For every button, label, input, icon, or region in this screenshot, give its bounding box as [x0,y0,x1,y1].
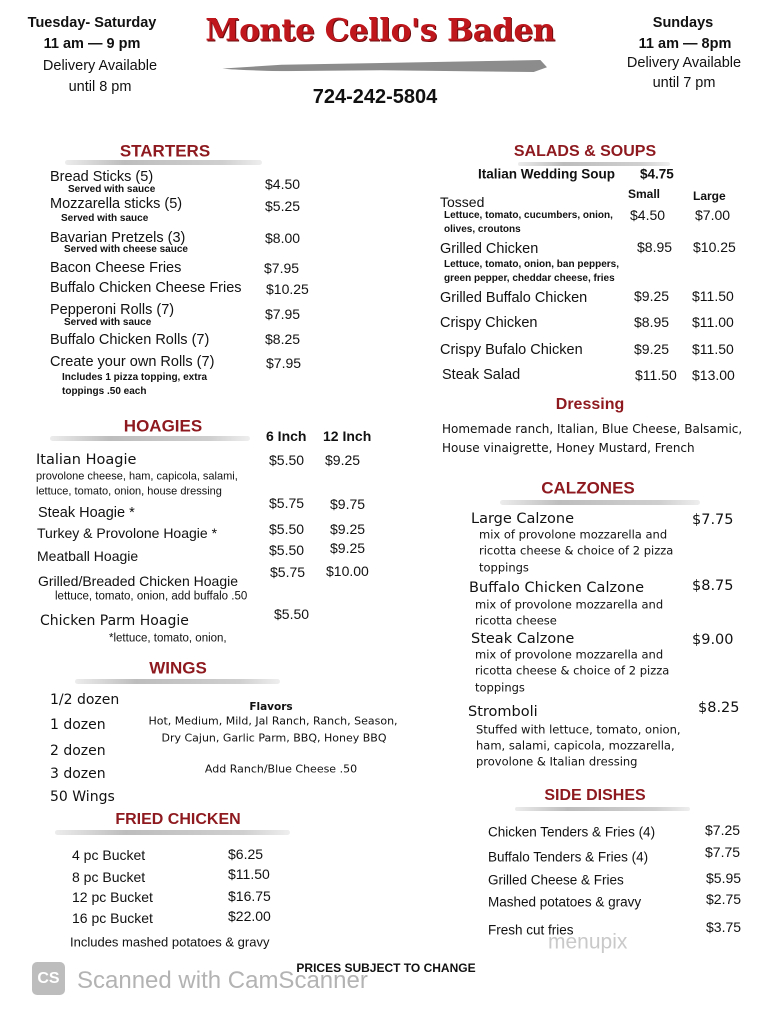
wing-size: 1/2 dozen [50,692,120,708]
restaurant-title: Monte Cello's Baden [205,12,555,49]
wing-size: 3 dozen [50,766,106,782]
menu-item-price: $5.50 [274,606,310,622]
menu-item-desc: provolone & Italian dressing [476,754,638,769]
soup-name: Italian Wedding Soup [478,166,615,182]
menu-item-note: Served with sauce [61,213,149,224]
menu-item-name: Turkey & Provolone Hoagie * [37,525,218,541]
menu-item-price: $7.95 [264,260,300,276]
menu-item-price: $8.95 [637,239,673,255]
menu-item-price: $13.00 [692,367,735,383]
menu-item-name: Grilled Buffalo Chicken [440,289,588,306]
heading-underline [75,679,280,684]
menu-item-desc: Lettuce, tomato, onion, ban peppers, [444,259,620,270]
soup-price: $4.75 [640,166,674,182]
menu-item-name: Create your own Rolls (7) [50,353,215,370]
menu-item-desc: ham, salami, capicola, mozzarella, [476,738,675,753]
heading-underline [65,160,262,165]
menu-item-price: $7.00 [695,207,731,223]
menu-item-name: 16 pc Bucket [72,910,153,926]
delivery-left: Delivery Available [42,57,158,74]
menu-item-name: Stromboli [468,703,538,720]
hours-days-right: Sundays [652,14,714,31]
menu-item-desc: toppings [475,680,525,695]
menu-item-price: $5.50 [269,452,305,468]
menu-item-name: Mashed potatoes & gravy [488,894,642,910]
menu-item-desc: ricotta cheese [475,613,557,628]
menu-item-desc: lettuce, tomato, onion, house dressing [36,485,222,498]
dressing-list: Homemade ranch, Italian, Blue Cheese, Balsamic, [442,422,743,436]
wings-heading: WINGS [149,658,207,678]
side-dishes-heading: SIDE DISHES [544,787,646,804]
menu-item-name: Tossed [440,194,485,210]
menu-item-note: Served with sauce [64,317,152,328]
menu-item-price: $9.00 [692,631,734,648]
heading-underline [500,500,700,505]
menu-item-name: Fresh cut fries [488,922,574,938]
menu-item-desc: ricotta cheese & choice of 2 pizza [479,543,674,558]
phone-number[interactable]: 724-242-5804 [312,86,438,108]
menu-item-price: $9.25 [330,540,366,556]
menu-item-name: Bread Sticks (5) [50,168,154,185]
menu-item-price: $10.00 [326,563,369,579]
menu-item-name: Meatball Hoagie [37,548,139,564]
menu-item-price: $7.95 [266,355,302,371]
menu-item-desc: provolone cheese, ham, capicola, salami, [36,470,238,483]
column-header-12-inch: 12 Inch [323,428,372,444]
menu-item-price: $22.00 [228,908,271,924]
menu-item-price: $9.25 [634,288,670,304]
wing-size: 50 Wings [50,789,115,805]
menu-item-desc: Lettuce, tomato, cucumbers, onion, [444,210,613,221]
menu-item-price: $2.75 [706,891,742,907]
column-header-small: Small [628,187,661,201]
menu-item-desc: ricotta cheese & choice of 2 pizza [475,663,670,678]
menu-item-price: $5.95 [706,870,742,886]
menu-item-name: Mozzarella sticks (5) [50,195,183,212]
camscanner-watermark: Scanned with CamScanner [77,967,368,994]
menu-item-note: Served with cheese sauce [64,244,188,255]
menu-item-price: $10.25 [266,281,309,297]
menu-item-name: Grilled Cheese & Fries [488,872,624,888]
menu-item-name: Steak Calzone [471,630,575,647]
starters-heading: STARTERS [119,141,211,161]
camscanner-logo-icon [32,962,65,995]
menu-item-price: $5.75 [269,495,305,511]
menu-item-price: $8.25 [265,331,301,347]
menu-item-price: $3.75 [706,919,742,935]
wing-size: 2 dozen [50,743,106,759]
menu-item-price: $8.75 [692,577,734,594]
menu-item-price: $11.50 [635,367,677,383]
heading-underline [50,436,250,441]
wing-size: 1 dozen [50,717,106,733]
menu-item-name: Italian Hoagie [36,451,137,468]
menu-item-desc: olives, croutons [444,224,521,235]
menu-item-name: Buffalo Tenders & Fries (4) [488,849,649,865]
menu-item-name: Buffalo Chicken Cheese Fries [50,279,242,296]
menu-item-name: Buffalo Chicken Rolls (7) [50,331,210,348]
menu-item-price: $9.25 [330,521,366,537]
menu-item-price: $11.50 [692,341,734,357]
menu-item-price: $7.95 [265,306,301,322]
menu-item-desc: mix of provolone mozzarella and [475,647,664,662]
menu-item-name: Large Calzone [471,510,575,527]
menu-item-name: Grilled/Breaded Chicken Hoagie [38,573,238,589]
menu-item-name: Steak Hoagie * [38,504,135,521]
delivery-until-left: until 8 pm [68,78,132,95]
flavors-list: Hot, Medium, Mild, Jal Ranch, Ranch, Season, [148,714,398,728]
column-header-6-inch: 6 Inch [266,428,307,444]
hours-time-left: 11 am — 9 pm [43,35,141,52]
menu-item-price: $8.95 [634,314,670,330]
calzones-heading: CALZONES [541,478,635,498]
menu-item-price: $5.25 [265,198,301,214]
menu-item-price: $7.25 [705,822,741,838]
menu-item-note: Served with sauce [68,184,156,195]
menu-item-name: 4 pc Bucket [72,847,146,863]
menu-item-name: Bavarian Pretzels (3) [50,229,186,246]
wings-addon: Add Ranch/Blue Cheese .50 [204,762,358,776]
menu-item-price: $11.50 [692,288,734,304]
flavors-list: Dry Cajun, Garlic Parm, BBQ, Honey BBQ [161,731,387,745]
menu-item-desc: Stuffed with lettuce, tomato, onion, [476,722,681,737]
menu-item-desc: lettuce, tomato, onion, add buffalo .50 [55,590,248,603]
menu-item-name: Chicken Parm Hoagie [40,613,189,629]
fried-chicken-heading: FRIED CHICKEN [115,811,241,828]
menu-item-price: $5.50 [269,542,305,558]
menu-item-name: Chicken Tenders & Fries (4) [488,824,656,840]
menu-item-price: $8.25 [698,699,740,716]
delivery-until-right: until 7 pm [652,74,716,91]
menu-item-name: Grilled Chicken [440,240,539,257]
menu-item-price: $8.00 [265,230,301,246]
salads-heading: SALADS & SOUPS [513,143,657,160]
fried-chicken-note: Includes mashed potatoes & gravy [70,934,270,950]
menu-item-desc: mix of provolone mozzarella and [475,597,664,612]
menu-item-price: $11.00 [692,314,734,330]
menu-item-name: Buffalo Chicken Calzone [469,579,645,596]
menu-item-note: Includes 1 pizza topping, extra [62,372,208,383]
menu-item-price: $4.50 [630,207,666,223]
menu-item-name: Crispy Bufalo Chicken [440,341,583,358]
menu-item-price: $6.25 [228,846,264,862]
menu-item-price: $10.25 [693,239,736,255]
delivery-right: Delivery Available [626,54,742,71]
menu-item-desc: mix of provolone mozzarella and [479,527,668,542]
prices-notice: PRICES SUBJECT TO CHANGE [296,961,476,975]
brush-stroke-divider [215,60,547,72]
menu-item-name: 12 pc Bucket [72,889,153,905]
menu-item-name: Pepperoni Rolls (7) [50,301,175,318]
menu-item-name: Crispy Chicken [440,314,538,331]
column-header-large: Large [693,189,726,203]
hours-time-right: 11 am — 8pm [638,35,732,52]
menu-item-price: $7.75 [692,511,734,528]
dressing-heading: Dressing [555,396,625,413]
menu-item-desc: green pepper, cheddar cheese, fries [444,273,615,284]
dressing-list: House vinaigrette, Honey Mustard, French [442,441,695,455]
menu-item-name: Bacon Cheese Fries [50,259,182,276]
menupix-watermark: menupix [548,930,628,954]
menu-item-price: $16.75 [228,888,271,904]
heading-underline [55,830,290,835]
menu-item-price: $9.75 [330,496,366,512]
menu-item-note: toppings .50 each [62,386,147,397]
menu-item-price: $11.50 [228,866,270,882]
heading-underline [515,807,690,811]
menu-item-price: $5.50 [269,521,305,537]
camscanner-logo-text: CS [37,969,60,987]
menu-item-desc: toppings [479,560,529,575]
flavors-title: Flavors [249,700,293,713]
menu-item-price: $9.25 [634,341,670,357]
hours-days-left: Tuesday- Saturday [27,14,157,31]
hoagie-footnote: *lettuce, tomato, onion, [109,632,227,645]
menu-item-price: $9.25 [325,452,361,468]
menu-item-price: $4.50 [265,176,301,192]
menu-item-price: $7.75 [705,844,741,860]
menu-item-price: $5.75 [270,564,306,580]
menu-item-name: Steak Salad [442,366,521,383]
hoagies-heading: HOAGIES [123,416,203,436]
menu-item-name: 8 pc Bucket [72,869,146,885]
